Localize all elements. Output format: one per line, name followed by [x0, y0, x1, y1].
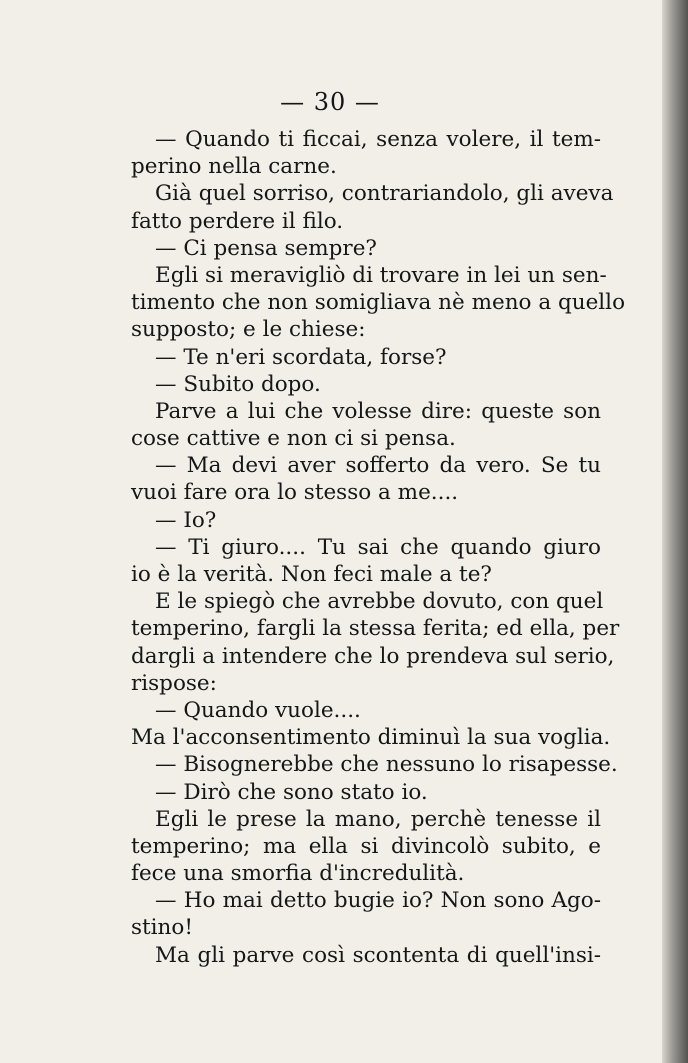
text-line: cose cattive e non ci si pensa.: [131, 426, 456, 452]
text-line: supposto; e le chiese:: [131, 317, 366, 343]
text-line: — Bisognerebbe che nessuno lo risapesse.: [155, 752, 618, 778]
body-text: [131, 126, 626, 969]
text-line: temperino, fargli la stessa ferita; ed ella, per: [131, 616, 620, 642]
text-line: — Io?: [155, 507, 217, 533]
text-line: E le spiegò che avrebbe dovuto, con quel: [155, 589, 604, 615]
text-line: Già quel sorriso, contrariandolo, gli aveva: [155, 181, 614, 207]
text-line: timento che non somigliava nè meno a quello: [131, 290, 626, 316]
text-line: Egli si meravigliò di trovare in lei un sen-: [155, 262, 607, 288]
text-line: fece una smorfia d'incredulità.: [131, 861, 465, 887]
text-line: — Quando ti ficcai, senza volere, il tem-: [155, 127, 601, 152]
text-line: — Subito dopo.: [155, 371, 321, 397]
text-line: — Ho mai detto bugie io? Non sono Ago-: [155, 888, 601, 914]
text-line: — Dirò che sono stato io.: [155, 779, 428, 805]
text-line: perino nella carne.: [131, 154, 337, 180]
page-edge-shadow: [662, 0, 688, 1063]
text-line: — Te n'eri scordata, forse?: [155, 344, 447, 370]
text-line: fatto perdere il filo.: [131, 208, 344, 234]
text-line: — Ma devi aver sofferto da vero. Se tu: [155, 453, 601, 479]
text-line: Egli le prese la mano, perchè tenesse il: [155, 806, 601, 832]
text-line: Parve a lui che volesse dire: queste son: [155, 398, 601, 424]
text-line: vuoi fare ora lo stesso a me....: [131, 480, 459, 506]
text-line: — Ti giuro.... Tu sai che quando giuro: [155, 534, 601, 560]
text-line: — Quando vuole....: [155, 697, 361, 723]
text-line: dargli a intendere che lo prendeva sul serio,: [131, 643, 615, 669]
text-line: io è la verità. Non feci male a te?: [131, 562, 492, 587]
text-line: Ma l'acconsentimento diminuì la sua voglia.: [131, 725, 611, 751]
text-line: — Ci pensa sempre?: [155, 235, 377, 261]
text-line: temperino; ma ella si divincolò subito, e: [131, 833, 601, 859]
text-line: stino!: [131, 915, 193, 941]
page-number: — 30 —: [280, 88, 380, 116]
text-line: Ma gli parve così scontenta di quell'insi-: [155, 942, 601, 968]
text-line: rispose:: [131, 670, 217, 696]
